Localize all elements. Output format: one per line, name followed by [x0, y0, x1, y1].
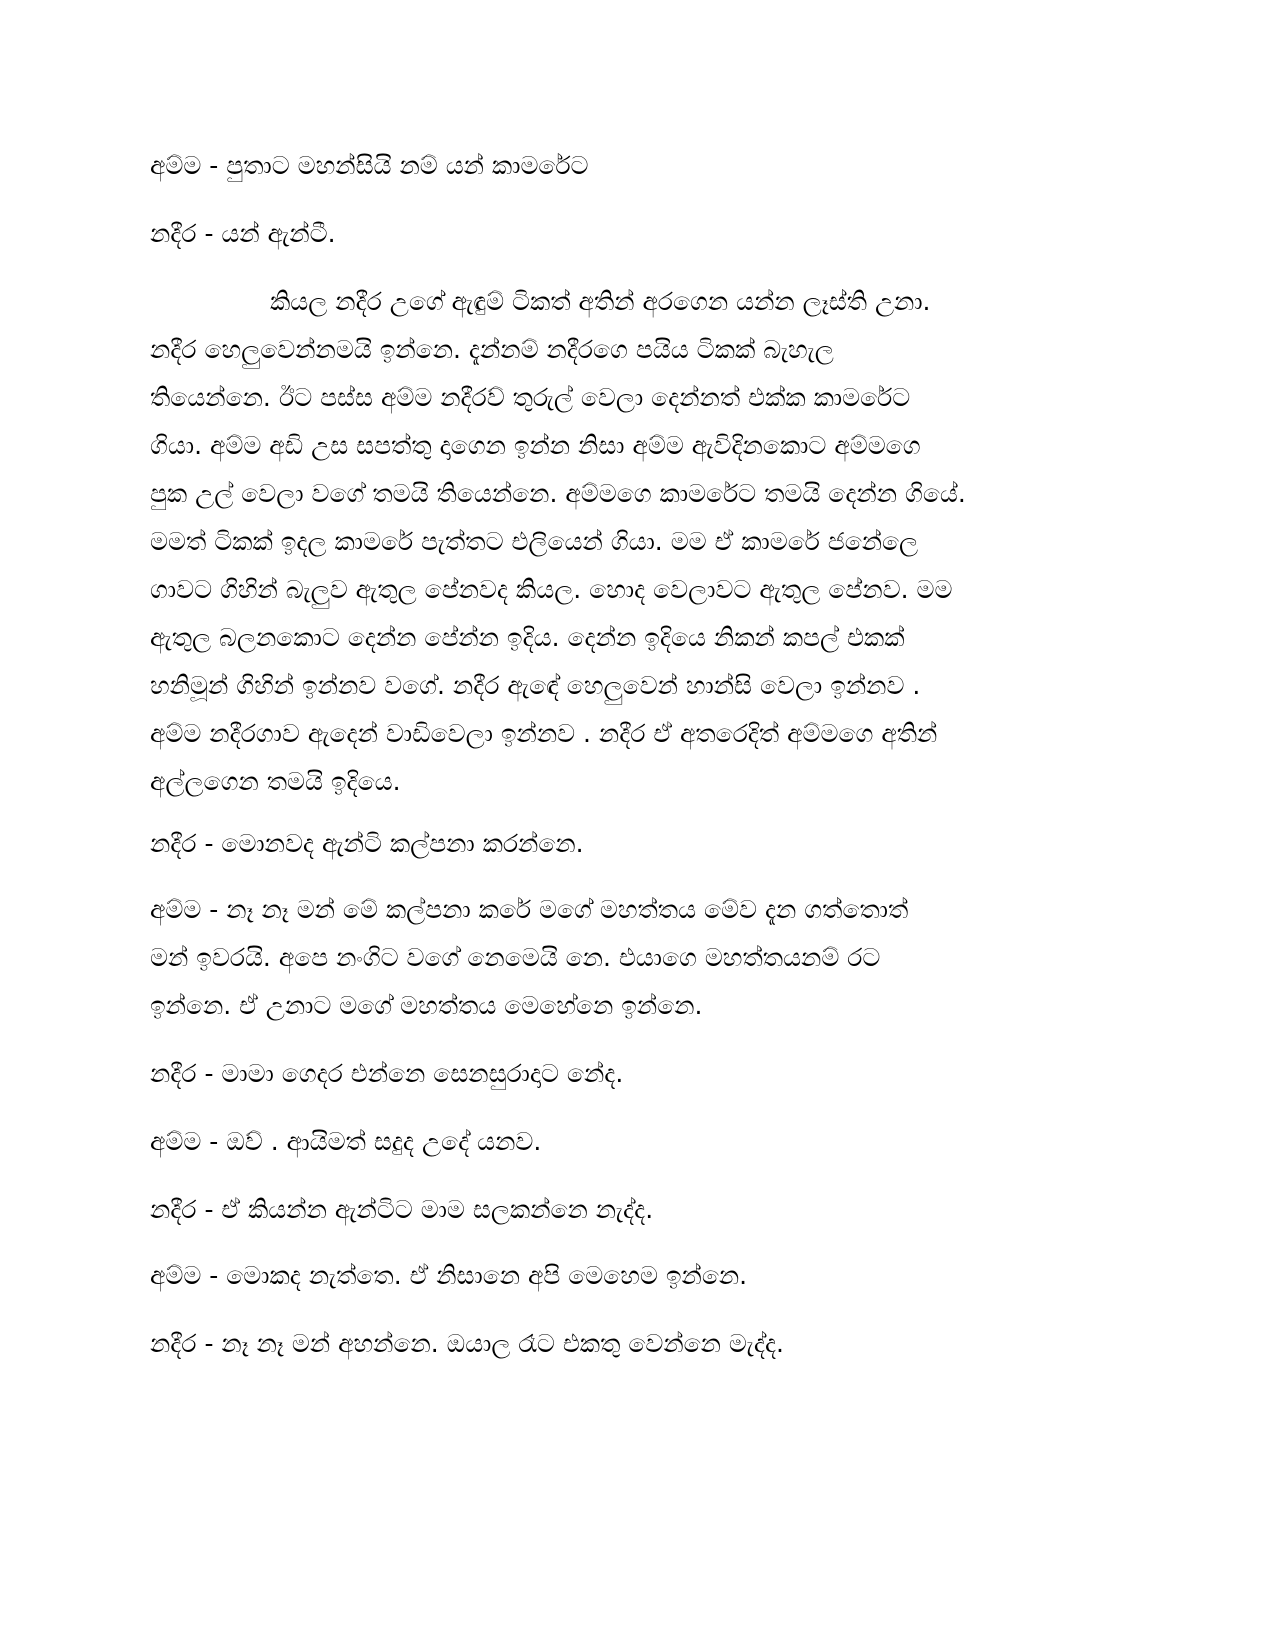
text-line: නදීර - නෑ නෑ මන් අහන්නෙ. ඔයාල රෑට එකතු වෙන්නෙ මැද්ද. — [150, 1329, 784, 1358]
text-line: නදීර හෙලුවෙන්නමයි ඉන්නෙ. දැන්නම් නදීරගෙ පයිය ටිකක් බැහැල — [150, 335, 834, 364]
dialogue-paragraph — [150, 886, 1135, 1030]
text-line: පුක උල් වෙලා වගේ තමයි තියෙන්නෙ. අම්මගෙ කාමරේට තමයි දෙන්න ගියේ. — [150, 479, 966, 508]
text-line: අම්ම - ඔව් . ආයිමත් සදුද උදේ යනව. — [150, 1127, 542, 1156]
text-line: නදීර - යන් ඇන්ටී. — [150, 219, 336, 248]
dialogue-line — [150, 1050, 1135, 1098]
text-line: නදීර - ඒ කියන්න ඇන්ටිට මාම සලකන්නෙ නැද්ද. — [150, 1195, 654, 1224]
text-line: අම්ම - මොකද නැත්තෙ. ඒ නිසානෙ අපි මෙහෙම ඉන්නෙ. — [150, 1261, 748, 1290]
text-line: අම්ම - පුතාට මහන්සියි නම් යන් කාමරේට — [150, 151, 589, 180]
text-line: නදීර - මාමා ගෙදර එන්නෙ සෙනසුරාදාට නේද. — [150, 1059, 624, 1088]
dialogue-line — [150, 1320, 1135, 1368]
dialogue-line — [150, 1118, 1135, 1166]
dialogue-line — [150, 820, 1135, 868]
text-line: මමත් ටිකක් ඉදල කාමරේ පැත්තට එලියෙන් ගියා. මම ඒ කාමරේ ජනේලෙ — [150, 527, 919, 556]
text-line: ගියා. අම්ම අඩි උස සපත්තු දාගෙන ඉන්න නිසා අම්ම ඇවිදිනකොට අම්මගෙ — [150, 431, 921, 460]
text-line: ඇතුල බලනකොට දෙන්න පේන්න ඉදිය. දෙන්න ඉදියෙ නිකන් කපල් එකක් — [150, 623, 905, 652]
text-line: මන් ඉවරයි. අපෙ නංගිට වගේ නෙමෙයි නෙ. එයාගෙ මහත්තයනම් රට — [150, 943, 881, 972]
text-line: ඉන්නෙ. ඒ උනාට මගේ මහත්තය මෙහේනෙ ඉන්නෙ. — [150, 991, 703, 1020]
text-line: තියෙන්නෙ. ඊට පස්ස අම්ම නදීරව් තුරුල් වෙලා දෙන්නත් එක්ක කාමරේට — [150, 383, 911, 412]
text-line: අම්ම - නෑ නෑ මන් මේ කල්පනා කරේ මගේ මහත්තය මේව දැන ගත්තොත් — [150, 895, 909, 924]
dialogue-line — [150, 210, 1135, 258]
text-line: ගාවට ගිහින් බැලුව ඇතුල පේනවද කියල. හොද වෙලාවට ඇතුල පේනව. මම — [150, 575, 953, 604]
dialogue-line — [150, 1186, 1135, 1234]
text-line: හනිමූන් ගිහින් ඉන්නව වගේ. නදීර ඇඳේ හෙලුවෙන් හාන්සි වෙලා ඉන්නව . — [150, 671, 921, 700]
text-line: නදීර - මොනවද ඇන්ටි කල්පනා කරන්නෙ. — [150, 829, 584, 858]
narrative-paragraph — [150, 278, 1135, 806]
text-line: කියල නදීර උගේ ඇඳුම් ටිකත් අතින් අරගෙන යන්න ලෑස්ති උනා. — [270, 287, 931, 316]
text-line: අම්ම නදීරගාව ඇදෙන් වාඩිවෙලා ඉන්නව . නදීර ඒ අතරෙදිත් අම්මගෙ අතින් — [150, 719, 938, 748]
text-line: අල්ලගෙන තමයි ඉදියෙ. — [150, 767, 401, 796]
dialogue-line — [150, 142, 1135, 190]
dialogue-line — [150, 1252, 1135, 1300]
